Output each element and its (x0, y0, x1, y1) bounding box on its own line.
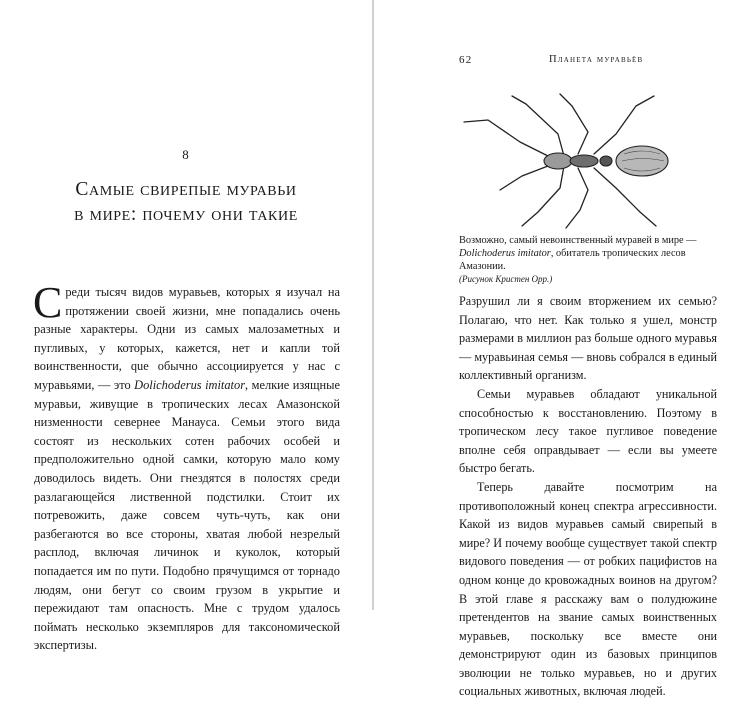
left-page (0, 0, 372, 653)
chapter-title (30, 177, 342, 227)
ant-icon (460, 92, 720, 230)
caption-text: , обитатель тропических лесов Амазонии. (459, 247, 686, 272)
paragraph: Теперь давайте посмотрим на противоположный конец спектра агрессивности. Какой из видов муравьев самый свирепый в мире? И почему вообще существует такой спектр видового поведения — от робких пацифистов на одном конце до кровожадных воинов на другом? В этой главе я расскажу вам о полудюжине претендентов на звание самых воинственных муравьев, поскольку все вместе они демонстрируют один из базовых принципов эволюции не только муравьев, но и других социальных животных, включая людей. (459, 479, 717, 699)
right-page (374, 0, 746, 699)
figure-caption (459, 235, 715, 286)
caption-text: Возможно, самый невоинственный муравей в мире — (459, 235, 697, 246)
page-number: 62 (459, 54, 473, 66)
running-title: Планета муравьёв (549, 54, 644, 65)
left-body-text (33, 278, 340, 655)
paragraph: Семьи муравьев обладают уникальной способностью к восстановлению. Поэтому в тропическом лесу такое пугливое поведение вполне себя оправдывает — если вы умеете быстро бегать. (459, 386, 717, 476)
chapter-title-line1: Самые свирепые муравьи (75, 179, 297, 200)
paragraph: Разрушил ли я своим вторжением их семью? Полагаю, что нет. Как только я ушел, монстр размерами в миллион раз больше одного муравья — муравьиная семья — вновь собрался в единый коллективный организм. (459, 294, 717, 383)
drop-cap: С (33, 278, 63, 327)
caption-species: Dolichoderus imitator (459, 247, 551, 259)
chapter-number: 8 (182, 147, 190, 162)
right-body-text (459, 292, 717, 701)
paragraph-text: реди тысяч видов муравьев, которых я изучал на протяжении своей жизни, мне попадались очень разные характеры. Одни из самых малозаметных и пугливых, у которых, кажется, нет и капли той воинственности, que обычно ассоциируется у нас с муравьями, — это (34, 285, 340, 392)
paragraph-text: , мелкие изящные муравьи, живущие в тропических лесах Амазонской низменности севернее Манауса. Семьи этого вида состоят из нескольких сотен рабочих особей и предположительно одной самки, которую мало кому доводилось видеть. Они гнездятся в полостях среди разлагающейся лиственной подстилки. Стоит их потревожить, даже совсем чуть-чуть, как они разбегаются во все стороны, хватая любой незрелый расплод, включая личинок и куколок, который попадается им по пути. Подобно прячущимся от торнадо людям, они бегут со своим грузом в укрытие и пережидают там опасность. Мне с трудом удалось поймать несколько экземпляров для таксономической экспертизы. (34, 377, 340, 653)
chapter-title-line2: в мире: почему они такие (74, 204, 298, 225)
paragraph (33, 278, 340, 655)
species-name: Dolichoderus imitator (134, 377, 246, 392)
caption-credit: (Рисунок Кристен Орр.) (459, 274, 553, 285)
